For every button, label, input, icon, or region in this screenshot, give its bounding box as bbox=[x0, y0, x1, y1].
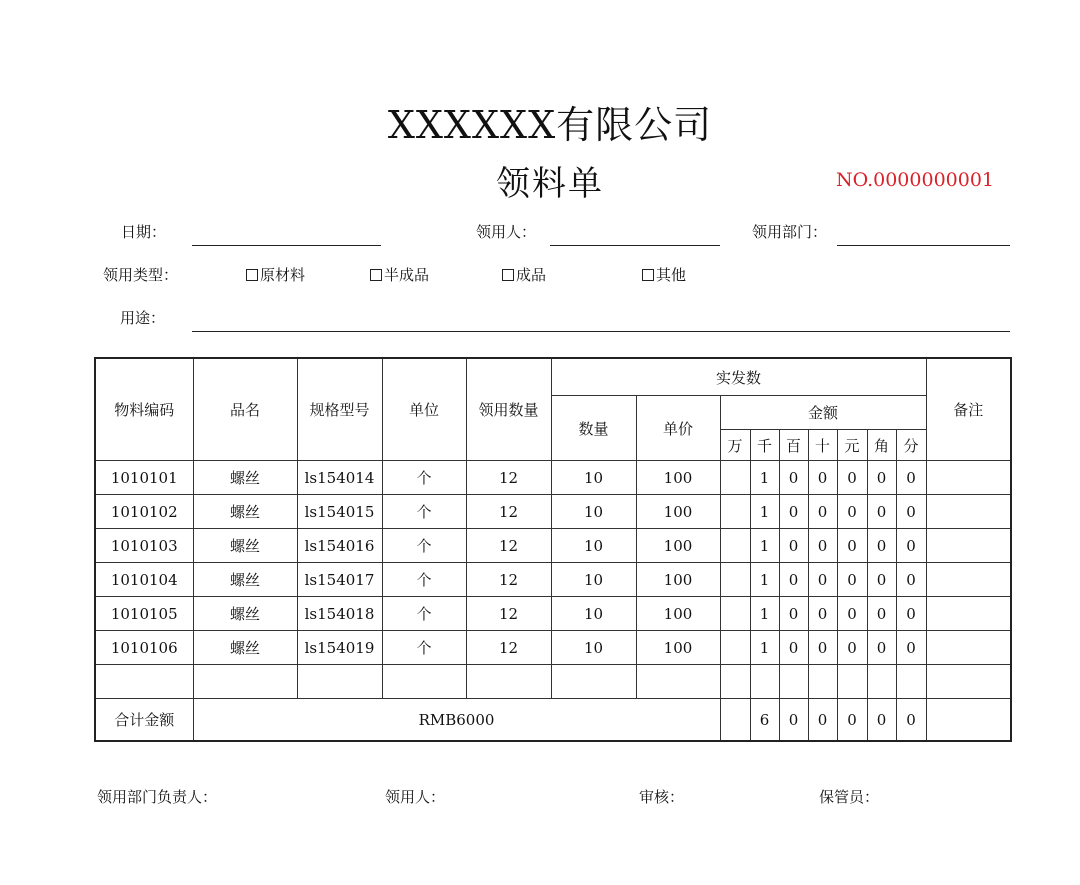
total-amount-text: RMB6000 bbox=[193, 699, 720, 742]
total-label: 合计金额 bbox=[95, 699, 193, 742]
cell-digit: 0 bbox=[808, 631, 837, 665]
material-table bbox=[94, 357, 1012, 742]
cell-digit: 0 bbox=[779, 495, 808, 529]
cell-remark bbox=[926, 495, 1011, 529]
footer-dept-head: 领用部门负责人： bbox=[97, 788, 218, 806]
cell-digit bbox=[720, 665, 750, 699]
cell-digit: 0 bbox=[779, 461, 808, 495]
cell-unit: 个 bbox=[382, 631, 466, 665]
cell-remark bbox=[926, 461, 1011, 495]
cell-digit: 0 bbox=[837, 631, 867, 665]
cell-digit: 0 bbox=[867, 631, 896, 665]
cell-price: 100 bbox=[636, 461, 720, 495]
total-digit: 0 bbox=[837, 699, 867, 742]
cell-qty: 10 bbox=[551, 461, 636, 495]
document-title: 领料单 bbox=[496, 164, 604, 204]
cell-digit: 0 bbox=[808, 461, 837, 495]
department-field[interactable] bbox=[837, 245, 1010, 246]
cell-req-qty: 12 bbox=[466, 529, 551, 563]
checkbox-icon[interactable] bbox=[642, 269, 654, 281]
total-digit: 0 bbox=[779, 699, 808, 742]
cell-unit: 个 bbox=[382, 529, 466, 563]
cell-spec: ls154019 bbox=[297, 631, 382, 665]
cell-digit bbox=[720, 529, 750, 563]
type-label: 领用类型： bbox=[103, 266, 179, 284]
checkbox-icon[interactable] bbox=[370, 269, 382, 281]
cell-digit bbox=[720, 597, 750, 631]
header-qty: 数量 bbox=[551, 396, 636, 461]
cell-digit bbox=[720, 461, 750, 495]
table-row bbox=[95, 665, 1011, 699]
date-label: 日期： bbox=[121, 223, 167, 241]
checkbox-icon[interactable] bbox=[246, 269, 258, 281]
department-label: 领用部门： bbox=[752, 223, 828, 241]
cell-digit: 0 bbox=[837, 529, 867, 563]
date-field[interactable] bbox=[192, 245, 381, 246]
purpose-field[interactable] bbox=[192, 331, 1010, 332]
cell-price: 100 bbox=[636, 563, 720, 597]
table-row bbox=[95, 563, 1011, 597]
cell-digit: 0 bbox=[779, 631, 808, 665]
cell-name: 螺丝 bbox=[193, 461, 297, 495]
cell-name: 螺丝 bbox=[193, 529, 297, 563]
header-digit: 万 bbox=[720, 430, 750, 461]
cell-name: 螺丝 bbox=[193, 563, 297, 597]
type-option-raw-material[interactable] bbox=[246, 264, 305, 285]
cell-digit: 0 bbox=[808, 529, 837, 563]
cell-digit: 0 bbox=[867, 495, 896, 529]
cell-digit: 0 bbox=[779, 529, 808, 563]
cell-digit: 1 bbox=[750, 529, 779, 563]
cell-price: 100 bbox=[636, 631, 720, 665]
cell-qty: 10 bbox=[551, 529, 636, 563]
recipient-field[interactable] bbox=[550, 245, 720, 246]
total-digit: 0 bbox=[808, 699, 837, 742]
cell-digit bbox=[720, 563, 750, 597]
recipient-label: 领用人： bbox=[476, 223, 537, 241]
cell-price: 100 bbox=[636, 597, 720, 631]
header-req-qty: 领用数量 bbox=[466, 358, 551, 461]
cell-unit bbox=[382, 665, 466, 699]
cell-qty: 10 bbox=[551, 563, 636, 597]
cell-code: 1010101 bbox=[95, 461, 193, 495]
cell-digit: 0 bbox=[867, 529, 896, 563]
header-code: 物料编码 bbox=[95, 358, 193, 461]
cell-digit: 0 bbox=[808, 495, 837, 529]
cell-digit: 0 bbox=[896, 631, 926, 665]
table-row bbox=[95, 597, 1011, 631]
header-remark: 备注 bbox=[926, 358, 1011, 461]
cell-digit bbox=[720, 495, 750, 529]
cell-name bbox=[193, 665, 297, 699]
cell-digit: 0 bbox=[867, 563, 896, 597]
cell-code: 1010106 bbox=[95, 631, 193, 665]
cell-code bbox=[95, 665, 193, 699]
cell-digit: 0 bbox=[867, 597, 896, 631]
cell-digit: 1 bbox=[750, 461, 779, 495]
header-price: 单价 bbox=[636, 396, 720, 461]
cell-digit: 0 bbox=[896, 563, 926, 597]
cell-digit bbox=[808, 665, 837, 699]
cell-digit: 0 bbox=[896, 495, 926, 529]
total-remark bbox=[926, 699, 1011, 742]
header-digit: 百 bbox=[779, 430, 808, 461]
cell-digit bbox=[750, 665, 779, 699]
cell-spec: ls154015 bbox=[297, 495, 382, 529]
cell-spec: ls154017 bbox=[297, 563, 382, 597]
footer-recipient: 领用人： bbox=[385, 788, 446, 806]
header-name: 品名 bbox=[193, 358, 297, 461]
cell-price: 100 bbox=[636, 495, 720, 529]
type-option-other[interactable] bbox=[642, 264, 686, 285]
type-option-finished[interactable] bbox=[502, 264, 546, 285]
cell-qty: 10 bbox=[551, 495, 636, 529]
cell-digit: 0 bbox=[837, 495, 867, 529]
cell-digit: 0 bbox=[808, 563, 837, 597]
cell-digit: 0 bbox=[896, 461, 926, 495]
header-issued: 实发数 bbox=[551, 358, 926, 396]
cell-unit: 个 bbox=[382, 597, 466, 631]
cell-spec: ls154018 bbox=[297, 597, 382, 631]
cell-req-qty bbox=[466, 665, 551, 699]
cell-digit bbox=[720, 631, 750, 665]
cell-digit bbox=[867, 665, 896, 699]
cell-remark bbox=[926, 597, 1011, 631]
cell-name: 螺丝 bbox=[193, 495, 297, 529]
type-option-label: 成品 bbox=[516, 266, 547, 284]
cell-spec bbox=[297, 665, 382, 699]
cell-digit bbox=[837, 665, 867, 699]
cell-code: 1010103 bbox=[95, 529, 193, 563]
cell-digit: 0 bbox=[779, 597, 808, 631]
header-digit: 十 bbox=[808, 430, 837, 461]
cell-req-qty: 12 bbox=[466, 563, 551, 597]
cell-digit bbox=[779, 665, 808, 699]
document-number: NO.0000000001 bbox=[836, 169, 995, 191]
header-digit: 元 bbox=[837, 430, 867, 461]
cell-remark bbox=[926, 529, 1011, 563]
total-digit bbox=[720, 699, 750, 742]
cell-code: 1010104 bbox=[95, 563, 193, 597]
cell-remark bbox=[926, 631, 1011, 665]
type-option-label: 其他 bbox=[656, 266, 687, 284]
total-row bbox=[95, 699, 1011, 742]
cell-digit: 1 bbox=[750, 563, 779, 597]
table-row bbox=[95, 461, 1011, 495]
footer-reviewer: 审核： bbox=[639, 788, 685, 806]
type-option-label: 半成品 bbox=[384, 266, 430, 284]
cell-digit: 0 bbox=[837, 563, 867, 597]
cell-digit: 0 bbox=[808, 597, 837, 631]
cell-req-qty: 12 bbox=[466, 495, 551, 529]
cell-req-qty: 12 bbox=[466, 461, 551, 495]
table-row bbox=[95, 631, 1011, 665]
cell-price: 100 bbox=[636, 529, 720, 563]
cell-name: 螺丝 bbox=[193, 631, 297, 665]
cell-digit: 0 bbox=[837, 597, 867, 631]
cell-digit: 0 bbox=[779, 563, 808, 597]
cell-remark bbox=[926, 563, 1011, 597]
table-row bbox=[95, 529, 1011, 563]
cell-unit: 个 bbox=[382, 563, 466, 597]
cell-digit: 1 bbox=[750, 631, 779, 665]
total-digit: 6 bbox=[750, 699, 779, 742]
cell-digit: 0 bbox=[896, 529, 926, 563]
cell-remark bbox=[926, 665, 1011, 699]
header-unit: 单位 bbox=[382, 358, 466, 461]
cell-price bbox=[636, 665, 720, 699]
cell-qty: 10 bbox=[551, 597, 636, 631]
header-spec: 规格型号 bbox=[297, 358, 382, 461]
total-digit: 0 bbox=[896, 699, 926, 742]
type-option-label: 原材料 bbox=[260, 266, 306, 284]
cell-code: 1010102 bbox=[95, 495, 193, 529]
cell-qty: 10 bbox=[551, 631, 636, 665]
cell-digit: 0 bbox=[837, 461, 867, 495]
cell-digit: 0 bbox=[896, 597, 926, 631]
cell-name: 螺丝 bbox=[193, 597, 297, 631]
cell-digit: 1 bbox=[750, 597, 779, 631]
cell-req-qty: 12 bbox=[466, 631, 551, 665]
cell-code: 1010105 bbox=[95, 597, 193, 631]
footer-custodian: 保管员： bbox=[819, 788, 880, 806]
header-digit: 千 bbox=[750, 430, 779, 461]
checkbox-icon[interactable] bbox=[502, 269, 514, 281]
cell-spec: ls154014 bbox=[297, 461, 382, 495]
cell-unit: 个 bbox=[382, 495, 466, 529]
cell-digit: 0 bbox=[867, 461, 896, 495]
cell-qty bbox=[551, 665, 636, 699]
type-option-semi-finished[interactable] bbox=[370, 264, 429, 285]
total-digit: 0 bbox=[867, 699, 896, 742]
company-name: XXXXXX有限公司 bbox=[387, 103, 713, 147]
cell-digit: 1 bbox=[750, 495, 779, 529]
header-amount: 金额 bbox=[720, 396, 926, 430]
cell-spec: ls154016 bbox=[297, 529, 382, 563]
cell-unit: 个 bbox=[382, 461, 466, 495]
table-row bbox=[95, 495, 1011, 529]
header-digit: 角 bbox=[867, 430, 896, 461]
header-digit: 分 bbox=[896, 430, 926, 461]
cell-digit bbox=[896, 665, 926, 699]
cell-req-qty: 12 bbox=[466, 597, 551, 631]
purpose-label: 用途： bbox=[120, 309, 166, 327]
